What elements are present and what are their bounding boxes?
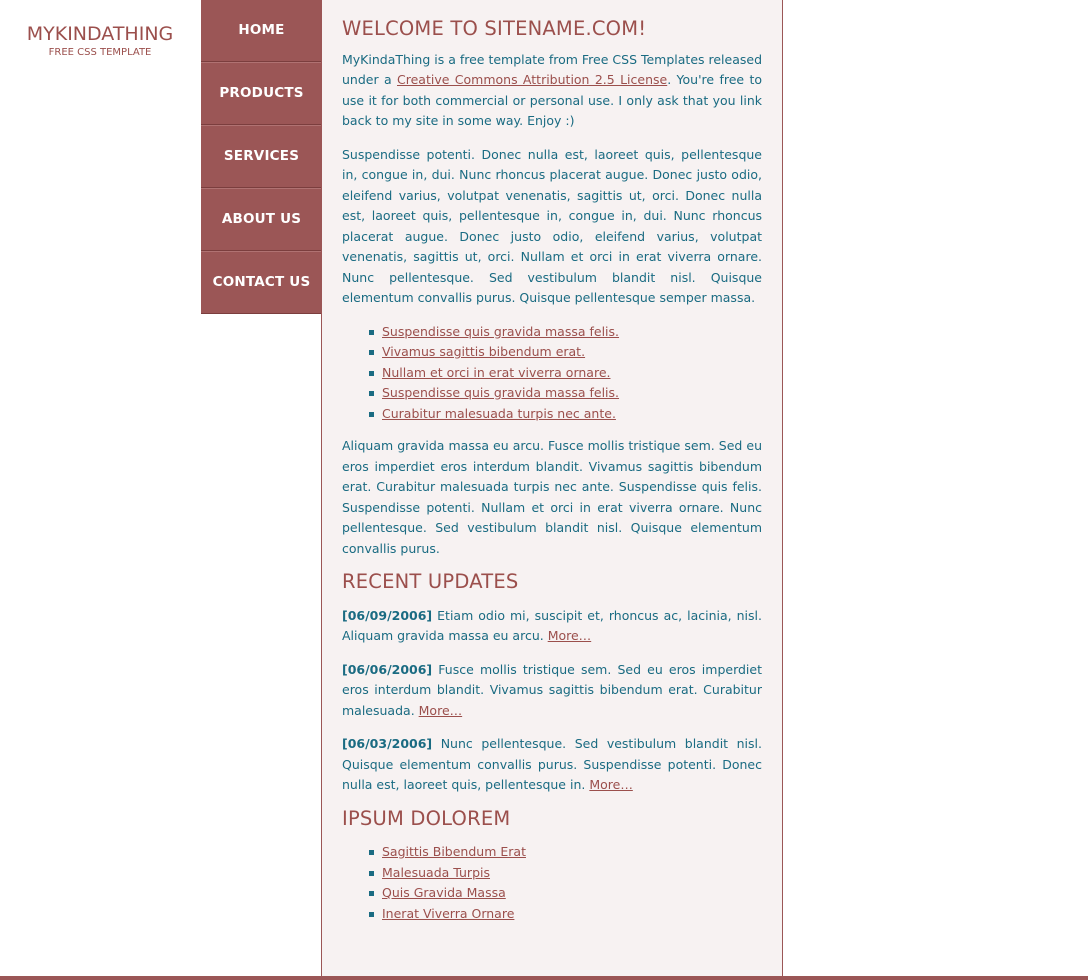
list-link[interactable]: Suspendisse quis gravida massa felis. bbox=[382, 385, 620, 400]
welcome-heading: WELCOME TO SITENAME.COM! bbox=[342, 17, 647, 40]
menu-item-about-us[interactable]: ABOUT US bbox=[201, 188, 322, 251]
list-item bbox=[382, 883, 762, 904]
intro-text-before: MyKindaThing is a free template from Free CSS Templates released under a bbox=[342, 51, 763, 87]
site-subtitle: FREE CSS TEMPLATE bbox=[48, 47, 152, 58]
update-date: [06/03/2006] bbox=[342, 736, 433, 751]
welcome-paragraph-3: Aliquam gravida massa eu arcu. Fusce mollis tristique sem. Sed eu eros imperdiet eros interdum blandit. Vivamus sagittis bibendum erat. Curabitur malesuada turpis nec ante. Suspendisse quis felis. Suspendisse potenti. Nullam et orci in erat viverra ornare. Nunc pellentesque. Sed vestibulum blandit nisl. Quisque elementum convallis purus. bbox=[342, 438, 762, 556]
list-item bbox=[382, 904, 762, 925]
list-item bbox=[382, 383, 762, 404]
main-menu bbox=[201, 0, 322, 314]
list-item bbox=[382, 363, 762, 384]
updates-heading: RECENT UPDATES bbox=[342, 570, 519, 593]
update-item bbox=[342, 734, 762, 796]
update-date: [06/09/2006] bbox=[342, 607, 433, 623]
logo[interactable] bbox=[0, 22, 200, 60]
main-content bbox=[321, 0, 783, 976]
menu-item-products[interactable]: PRODUCTS bbox=[201, 62, 322, 125]
welcome-link-list bbox=[342, 322, 762, 425]
update-item bbox=[342, 606, 762, 647]
list-link[interactable]: Nullam et orci in erat viverra ornare. bbox=[382, 364, 611, 380]
list-link[interactable]: Curabitur malesuada turpis nec ante. bbox=[382, 405, 616, 421]
menu-item-home[interactable]: HOME bbox=[201, 0, 322, 62]
list-item bbox=[382, 342, 762, 363]
update-item bbox=[342, 660, 762, 722]
list-link[interactable]: Sagittis Bibendum Erat bbox=[382, 844, 526, 859]
list-link[interactable]: Inerat Viverra Ornare bbox=[382, 905, 515, 921]
list-link[interactable]: Vivamus sagittis bibendum erat. bbox=[382, 344, 586, 359]
intro-text-after: . You're free to use it for both commercial or personal use. I only ask that you link back to my site in some way. Enjoy :) bbox=[342, 72, 763, 128]
more-link[interactable]: More… bbox=[547, 628, 592, 643]
footer-bar bbox=[0, 976, 1088, 980]
list-item bbox=[382, 842, 762, 863]
update-text: Etiam odio mi, suscipit et, rhoncus ac, lacinia, nisl. Aliquam gravida massa eu arcu. bbox=[342, 607, 762, 643]
license-link[interactable]: Creative Commons Attribution 2.5 License bbox=[397, 72, 668, 87]
more-link[interactable]: More… bbox=[418, 702, 463, 718]
ipsum-heading: IPSUM DOLOREM bbox=[342, 806, 511, 830]
list-item bbox=[382, 322, 762, 343]
menu-item-services[interactable]: SERVICES bbox=[201, 125, 322, 188]
list-item bbox=[382, 863, 762, 884]
update-text: Nunc pellentesque. Sed vestibulum blandit nisl. Quisque elementum convallis purus. Suspendisse potenti. Donec nulla est, laoreet quis, pellentesque in. bbox=[342, 736, 762, 792]
ipsum-link-list bbox=[342, 842, 762, 924]
list-link[interactable]: Suspendisse quis gravida massa felis. bbox=[382, 323, 620, 339]
more-link[interactable]: More… bbox=[589, 777, 633, 792]
menu-item-contact-us[interactable]: CONTACT US bbox=[201, 251, 322, 314]
update-date: [06/06/2006] bbox=[342, 661, 433, 677]
site-title[interactable]: MYKINDATHING bbox=[26, 23, 174, 45]
welcome-paragraph-2: Suspendisse potenti. Donec nulla est, laoreet quis, pellentesque in, congue in, dui. Nunc rhoncus placerat augue. Donec justo odio, eleifend varius, volutpat venenatis, sagittis ut, orci. Donec nulla est, laoreet quis, pellentesque in, congue in, dui. Nunc rhoncus placerat augue. Donec justo odio, eleifend varius, volutpat venenatis, sagittis ut, orci. Nullam et orci in erat viverra ornare. Nunc pellentesque. Sed vestibulum blandit nisl. Quisque elementum convallis purus. Quisque pellentesque semper massa. bbox=[342, 146, 762, 305]
list-item bbox=[382, 404, 762, 425]
welcome-intro bbox=[342, 50, 762, 132]
list-link[interactable]: Quis Gravida Massa bbox=[382, 885, 506, 900]
update-text: Fusce mollis tristique sem. Sed eu eros imperdiet eros interdum blandit. Vivamus sagittis bibendum erat. Curabitur malesuada. bbox=[342, 661, 762, 718]
list-link[interactable]: Malesuada Turpis bbox=[382, 864, 490, 880]
